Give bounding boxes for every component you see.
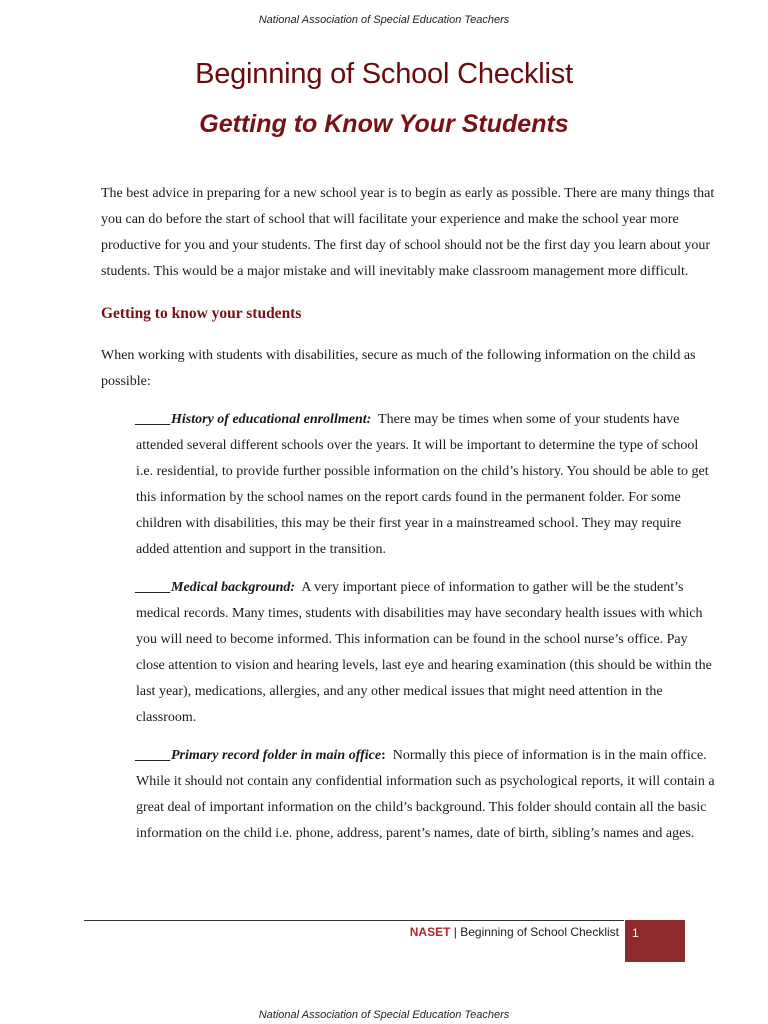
intro-paragraph: The best advice in preparing for a new school year is to begin as early as possible. There are many things that you can do before the start of school that will facilitate your experience and make the school year more productive for you and your students. The first day of school should not be the first day you learn about your students. This would be a major mistake and will inevitably make classroom management more difficult. (101, 186, 715, 279)
footer-brand: NASET (409, 925, 451, 939)
running-header: National Association of Special Education Teachers (258, 14, 510, 26)
checklist-item-record-folder (136, 743, 716, 847)
page-number: 1 (632, 926, 639, 940)
checklist-blank: _____ (136, 412, 171, 427)
checklist-blank: _____ (136, 748, 171, 763)
section-lead-paragraph: When working with students with disabilities, secure as much of the following information on the child as possible: (101, 348, 696, 389)
section-heading: Getting to know your students (101, 305, 302, 322)
checklist-blank: _____ (136, 580, 171, 595)
checklist-item-text: Normally this piece of information is in the main office. While it should not contain any confidential information such as psychological reports, it will contain a great deal of important information on the child’s background. This folder should contain all the basic information on the child i.e. phone, address, parent’s names, date of birth, sibling’s names and ages. (136, 748, 715, 841)
footer-separator: | (450, 925, 461, 939)
checklist-item-text: A very important piece of information to gather will be the student’s medical records. Many times, students with disabilities may have secondary health issues with which you will need to become informed. This information can be found in the school nurse’s office. Pay close attention to vision and hearing levels, last eye and hearing examination (this should be within the last year), medications, allergies, and any other medical issues that might need attention in the classroom. (136, 580, 712, 725)
checklist-item-enrollment (136, 407, 716, 563)
footer-doc-title: Beginning of School Checklist (460, 925, 619, 939)
footer-divider (84, 920, 624, 921)
document-title: Beginning of School Checklist (195, 58, 573, 90)
checklist-item-label: History of educational enrollment: (171, 412, 372, 427)
document-body (101, 181, 716, 847)
checklist-item-text: There may be times when some of your students have attended several different schools over the years. It will be important to determine the type of school i.e. residential, to provide further possible information on the child’s history. You should be able to get this information by the school names on the report cards found in the permanent folder. For some children with disabilities, this may be their first year in a mainstreamed school. They may require added attention and support in the transition. (136, 412, 709, 557)
checklist-item-label: Primary record folder in main office (171, 748, 382, 763)
running-footer: National Association of Special Education Teachers (258, 1009, 510, 1021)
page-number-box (625, 920, 685, 962)
document-subtitle: Getting to Know Your Students (199, 110, 569, 138)
page-footer (300, 925, 619, 939)
checklist-item-label-colon: : (381, 748, 386, 763)
checklist-item-medical (136, 575, 716, 731)
checklist-item-label: Medical background: (171, 580, 296, 595)
